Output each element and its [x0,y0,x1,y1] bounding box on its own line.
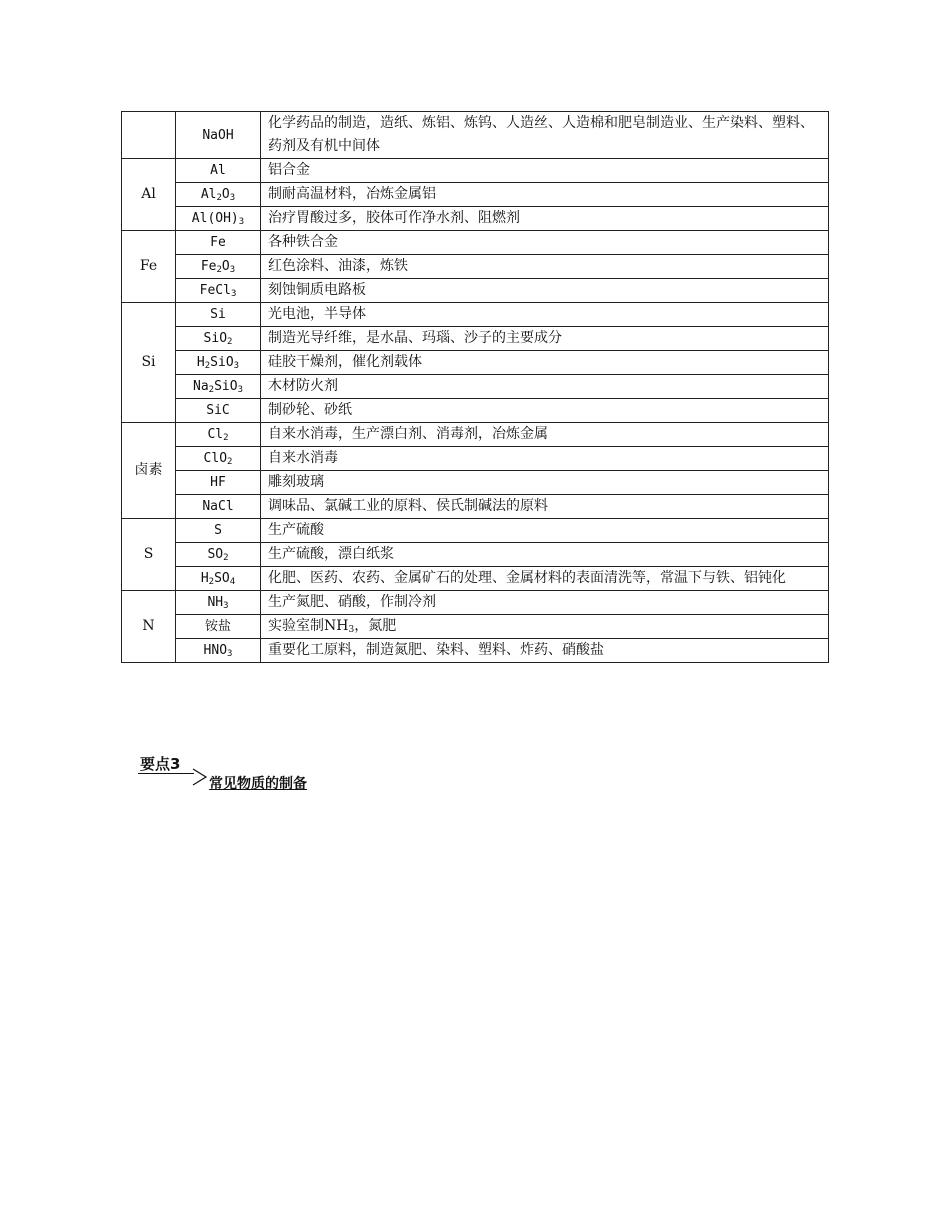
table-row [122,327,829,351]
use-cell: 自来水消毒 [261,447,829,471]
arrow-icon [192,768,210,786]
substance-cell: SiC [176,399,261,423]
use-cell: 化学药品的制造，造纸、炼铝、炼钨、人造丝、人造棉和肥皂制造业、生产染料、塑料、药剂及有机中间体 [261,112,829,159]
substance-uses-table [121,111,829,663]
substance-cell: $Na_2SiO_3$ [176,375,261,399]
use-cell: 木材防火剂 [261,375,829,399]
table-row [122,159,829,183]
substance-cell: FeCl$_3$ [176,279,261,303]
group-cell: N [122,591,176,663]
table-row [122,112,829,159]
use-cell: 调味品、氯碱工业的原料、侯氏制碱法的原料 [261,495,829,519]
group-cell: 卤素 [122,423,176,519]
table-row [122,303,829,327]
substance-cell: Si [176,303,261,327]
substance-cell: $Al(OH)_3$ [176,207,261,231]
table-row [122,567,829,591]
table-row [122,471,829,495]
use-cell: 生产硫酸，漂白纸浆 [261,543,829,567]
table-row [122,183,829,207]
section-badge-label: 要点3 [140,755,181,773]
group-cell: Fe [122,231,176,303]
substance-cell: $SO_2$ [176,543,261,567]
substance-cell: 铵盐 [176,615,261,639]
badge-underline [138,773,194,774]
group-cell: Si [122,303,176,423]
table-row [122,375,829,399]
use-cell: 硅胶干燥剂，催化剂载体 [261,351,829,375]
substance-cell: $H_2SiO_3$ [176,351,261,375]
substance-cell: $Al_2O_3$ [176,183,261,207]
section-title: 常见物质的制备 [209,776,307,792]
substance-cell: NaOH [176,112,261,159]
table-row [122,399,829,423]
use-cell: 铝合金 [261,159,829,183]
group-cell [122,112,176,159]
table-row [122,495,829,519]
table-row [122,207,829,231]
substance-cell: $NH_3$ [176,591,261,615]
substance-cell: $HNO_3$ [176,639,261,663]
group-cell: S [122,519,176,591]
table-body [122,112,829,663]
table-row [122,615,829,639]
substance-cell: $Cl_2$ [176,423,261,447]
use-cell: 刻蚀铜质电路板 [261,279,829,303]
substance-cell: $Fe_2O_3$ [176,255,261,279]
use-cell: 光电池，半导体 [261,303,829,327]
substance-cell: $H_2SO_4$ [176,567,261,591]
substance-cell: NaCl [176,495,261,519]
group-cell: Al [122,159,176,231]
use-cell: 制耐高温材料，冶炼金属铝 [261,183,829,207]
use-cell: 实验室制$NH_3$，氮肥 [261,615,829,639]
table-row [122,519,829,543]
use-cell: 制造光导纤维，是水晶、玛瑙、沙子的主要成分 [261,327,829,351]
use-cell: 生产氮肥、硝酸，作制冷剂 [261,591,829,615]
use-cell: 各种铁合金 [261,231,829,255]
use-cell: 化肥、医药、农药、金属矿石的处理、金属材料的表面清洗等，常温下与铁、铝钝化 [261,567,829,591]
substance-cell: Fe [176,231,261,255]
use-cell: 生产硫酸 [261,519,829,543]
substance-cell: ClO$_2$ [176,447,261,471]
substance-cell: S [176,519,261,543]
substance-cell: Al [176,159,261,183]
use-cell: 重要化工原料，制造氮肥、染料、塑料、炸药、硝酸盐 [261,639,829,663]
section-heading [138,752,398,792]
table-row [122,255,829,279]
use-cell: 红色涂料、油漆，炼铁 [261,255,829,279]
use-cell: 自来水消毒，生产漂白剂、消毒剂，冶炼金属 [261,423,829,447]
section-badge [138,752,196,774]
substance-cell: HF [176,471,261,495]
use-cell: 治疗胃酸过多，胶体可作净水剂、阻燃剂 [261,207,829,231]
table-row [122,447,829,471]
use-cell: 制砂轮、砂纸 [261,399,829,423]
table-row [122,231,829,255]
table-row [122,423,829,447]
table-row [122,591,829,615]
substance-cell: SiO$_2$ [176,327,261,351]
table-row [122,543,829,567]
table-row [122,351,829,375]
use-cell: 雕刻玻璃 [261,471,829,495]
table-row [122,639,829,663]
table-row [122,279,829,303]
